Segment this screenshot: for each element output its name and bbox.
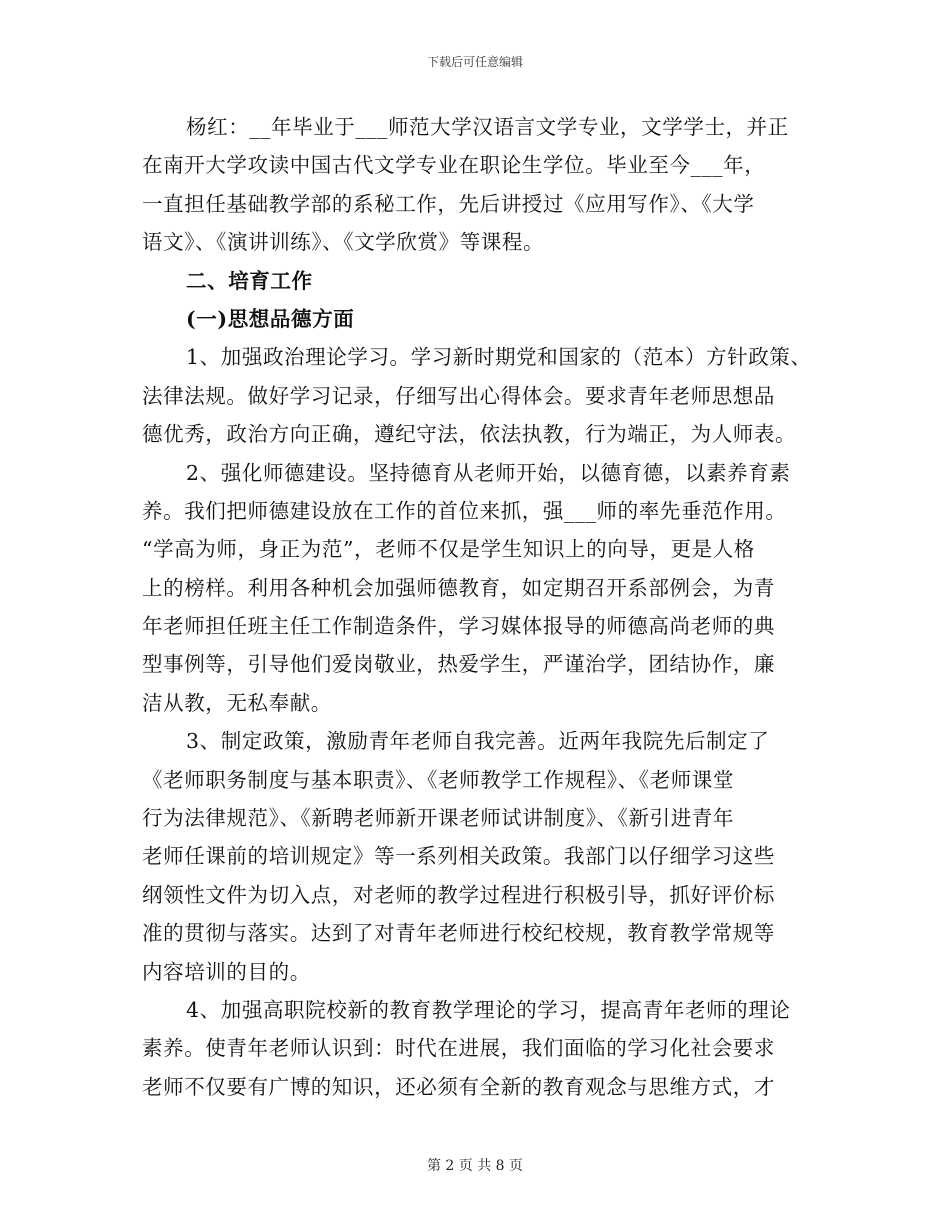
paragraph-line: 素养。使青年老师认识到：时代在进展，我们面临的学习化社会要求 <box>142 1036 775 1061</box>
paragraph-line: 纲领性文件为切入点，对老师的教学过程进行积极引导，抓好评价标 <box>142 882 775 907</box>
paragraph-line: 老师不仅要有广博的知识，还必须有全新的教育观念与思维方式，才 <box>142 1074 775 1099</box>
paragraph-line: 在南开大学攻读中国古代文学专业在职论生学位。毕业至今___年， <box>142 153 766 178</box>
paragraph-line: 行为法律规范》、《新聘老师新开课老师试讲制度》、《新引进青年 <box>142 806 734 831</box>
document-body <box>142 108 810 1106</box>
paragraph-line: 老师任课前的培训规定》等一系列相关政策。我部门以仔细学习这些 <box>142 844 775 869</box>
paragraph-line: 内容培训的目的。 <box>142 959 311 984</box>
header-note: 下载后可任意编辑 <box>426 55 523 69</box>
paragraph-line: 养。我们把师德建设放在工作的首位来抓，强___师的率先垂范作用。 <box>142 498 787 523</box>
paragraph-line: 3、制定政策，激励青年老师自我完善。近两年我院先后制定了 <box>186 729 770 754</box>
paragraph-line: 杨红：__年毕业于___师范大学汉语言文学专业，文学学士，并正 <box>186 115 789 139</box>
paragraph-line: 4、加强高职院校新的教育教学理论的学习，提高青年老师的理论 <box>186 997 791 1022</box>
subsection-heading: (一)思想品德方面 <box>186 306 355 331</box>
paragraph-line: 1、加强政治理论学习。学习新时期党和国家的（范本）方针政策、 <box>186 345 812 370</box>
paragraph-line: 2、强化师德建设。坚持德育从老师开始，以德育德，以素养育素 <box>186 460 791 485</box>
paragraph-line: 德优秀，政治方向正确，遵纪守法，依法执教，行为端正，为人师表。 <box>142 422 797 447</box>
section-heading: 二、培育工作 <box>186 268 313 293</box>
paragraph-line: 年老师担任班主任工作制造条件，学习媒体报导的师德高尚老师的典 <box>142 614 775 639</box>
paragraph-line: 洁从教，无私奉献。 <box>142 690 332 715</box>
paragraph-line: 《老师职务制度与基本职责》、《老师教学工作规程》、《老师课堂 <box>142 767 734 792</box>
paragraph-line: 一直担任基础教学部的系秘工作，先后讲授过《应用写作》、《大学 <box>142 191 755 216</box>
paragraph-line: 型事例等，引导他们爱岗敬业，热爱学生，严谨治学，团结协作，廉 <box>142 652 775 677</box>
page-number: 第 2 页 共 8 页 <box>426 1158 524 1174</box>
paragraph-line: “学高为师，身正为范”，老师不仅是学生知识上的向导，更是人格 <box>142 537 755 562</box>
paragraph-line: 上的榜样。利用各种机会加强师德教育，如定期召开系部例会，为青 <box>142 575 775 600</box>
paragraph-line: 法律法规。做好学习记录，仔细写出心得体会。要求青年老师思想品 <box>142 383 775 408</box>
paragraph-line: 准的贯彻与落实。达到了对青年老师进行校纪校规，教育教学常规等 <box>142 921 775 946</box>
paragraph-line: 语文》、《演讲训练》、《文学欣赏》等课程。 <box>142 230 545 255</box>
